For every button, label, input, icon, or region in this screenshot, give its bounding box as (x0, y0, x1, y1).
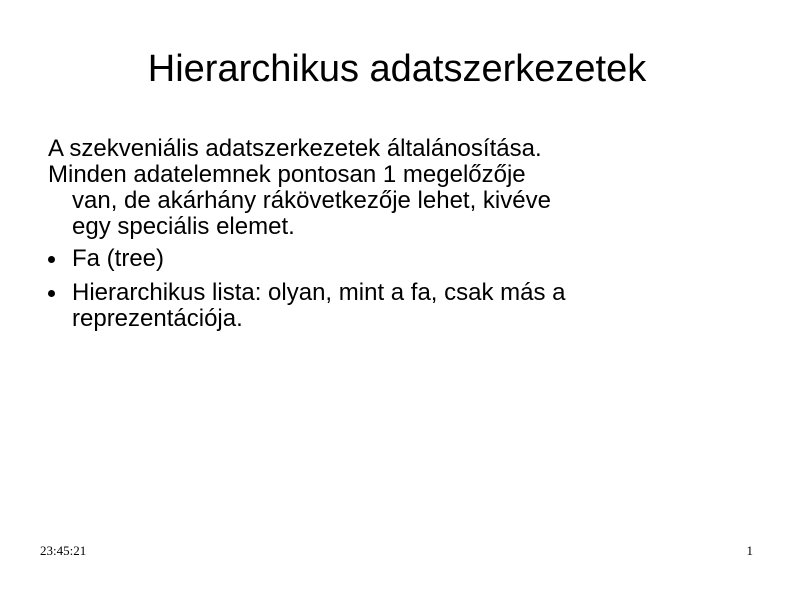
bullet-item-label: Hierarchikus lista: olyan, mint a fa, csak más a (72, 279, 566, 306)
paragraph-generalization: A szekveniális adatszerkezetek általánosítása. (48, 135, 542, 162)
paragraph-definition-line: Minden adatelemnek pontosan 1 megelőzője (48, 161, 526, 188)
bullet-item-hierarchical-list (48, 280, 768, 332)
paragraph-definition-line: egy speciális elemet. (72, 213, 295, 240)
bullet-dot-icon (48, 290, 55, 297)
footer-time: 23:45:21 (40, 543, 87, 558)
bullet-item-label: Fa (tree) (72, 245, 165, 272)
paragraph-definition (48, 162, 768, 240)
paragraph-definition-line: van, de akárhány rákövetkezője lehet, kivéve (72, 187, 551, 214)
bullet-dot-icon (48, 256, 55, 263)
footer-page-number: 1 (746, 543, 753, 558)
slide-body (48, 134, 768, 332)
bullet-item-label: reprezentációja. (72, 305, 243, 332)
slide-title: Hierarchikus adatszerkezetek (147, 48, 647, 90)
bullet-item-tree (48, 246, 768, 272)
